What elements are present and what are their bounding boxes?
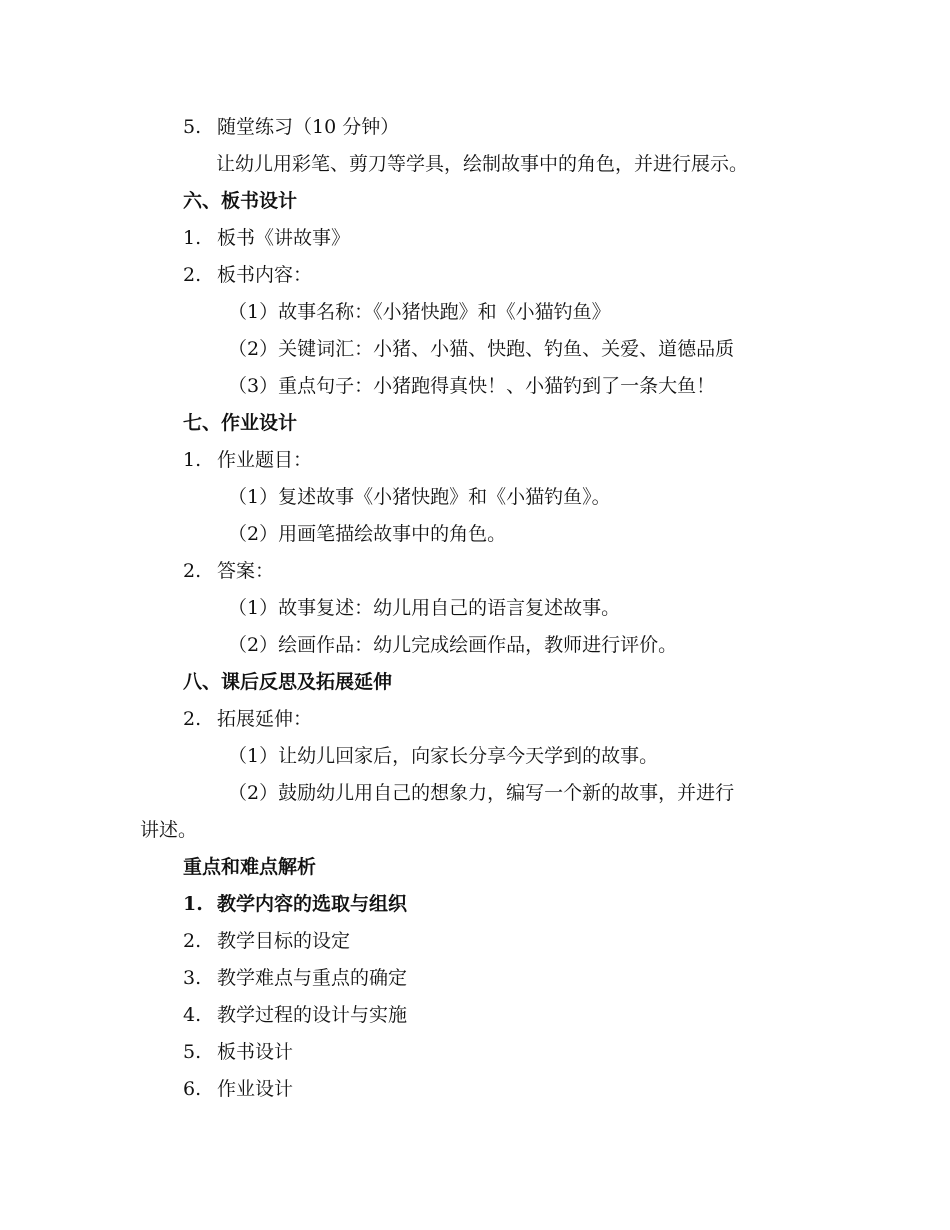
list-item-homework-design xyxy=(183,1077,293,1101)
list-item-teaching-goals xyxy=(183,929,350,953)
list-number: 2. xyxy=(183,560,202,582)
list-number: 5. xyxy=(183,1041,202,1063)
sub-item-retell-story: （1）复述故事《小猪快跑》和《小猫钓鱼》。 xyxy=(228,486,611,508)
paragraph-practice-desc: 让幼儿用彩笔、剪刀等学具，绘制故事中的角色，并进行展示。 xyxy=(216,153,749,175)
list-number: 5. xyxy=(183,116,202,138)
section-heading-reflection: 八、课后反思及拓展延伸 xyxy=(183,671,393,693)
sub-item-keywords: （2）关键词汇：小猪、小猫、快跑、钓鱼、关爱、道德品质 xyxy=(228,338,735,360)
list-number: 2. xyxy=(183,708,202,730)
sub-item-draw-characters: （2）用画笔描绘故事中的角色。 xyxy=(228,523,507,545)
section-heading-board-design: 六、板书设计 xyxy=(183,190,298,212)
list-item-content-selection xyxy=(183,892,407,916)
sub-item-share-story: （1）让幼儿回家后，向家长分享今天学到的故事。 xyxy=(228,745,659,767)
list-text: 教学难点与重点的确定 xyxy=(217,967,408,989)
section-heading-homework: 七、作业设计 xyxy=(183,412,298,434)
list-text: 拓展延伸： xyxy=(217,708,313,730)
list-text: 作业题目： xyxy=(217,449,313,471)
list-item-board-title xyxy=(183,226,350,250)
sub-item-answer-drawing: （2）绘画作品：幼儿完成绘画作品，教师进行评价。 xyxy=(228,634,678,656)
list-text: 随堂练习（10 分钟） xyxy=(217,116,400,138)
list-number: 4. xyxy=(183,1004,202,1026)
list-number: 1. xyxy=(183,227,202,249)
list-item-extension xyxy=(183,707,312,731)
list-number: 2. xyxy=(183,264,202,286)
list-number: 6. xyxy=(183,1078,202,1100)
list-text: 板书《讲故事》 xyxy=(217,227,351,249)
list-text: 作业设计 xyxy=(217,1078,294,1100)
list-item-board-content xyxy=(183,263,312,287)
list-number: 1. xyxy=(183,893,203,915)
list-item-answers xyxy=(183,559,274,583)
list-item-homework-topics xyxy=(183,448,312,472)
sub-item-answer-retell: （1）故事复述：幼儿用自己的语言复述故事。 xyxy=(228,597,621,619)
list-text: 教学过程的设计与实施 xyxy=(217,1004,408,1026)
list-number: 1. xyxy=(183,449,202,471)
list-item-board-design xyxy=(183,1040,293,1064)
sub-item-write-story-continued: 讲述。 xyxy=(140,819,198,841)
sub-item-write-story: （2）鼓励幼儿用自己的想象力，编写一个新的故事，并进行 xyxy=(228,782,735,804)
list-text: 板书设计 xyxy=(217,1041,294,1063)
list-text: 教学内容的选取与组织 xyxy=(217,893,408,915)
section-heading-key-points: 重点和难点解析 xyxy=(183,856,317,878)
list-item-difficulties xyxy=(183,966,407,990)
list-text: 板书内容： xyxy=(217,264,313,286)
list-text: 答案： xyxy=(217,560,275,582)
list-text: 教学目标的设定 xyxy=(217,930,351,952)
list-number: 3. xyxy=(183,967,202,989)
sub-item-story-names: （1）故事名称：《小猪快跑》和《小猫钓鱼》 xyxy=(228,301,611,323)
list-number: 2. xyxy=(183,930,202,952)
list-item-practice xyxy=(183,115,399,139)
list-item-teaching-process xyxy=(183,1003,407,1027)
sub-item-key-sentences: （3）重点句子：小猪跑得真快！、小猫钓到了一条大鱼！ xyxy=(228,375,716,397)
